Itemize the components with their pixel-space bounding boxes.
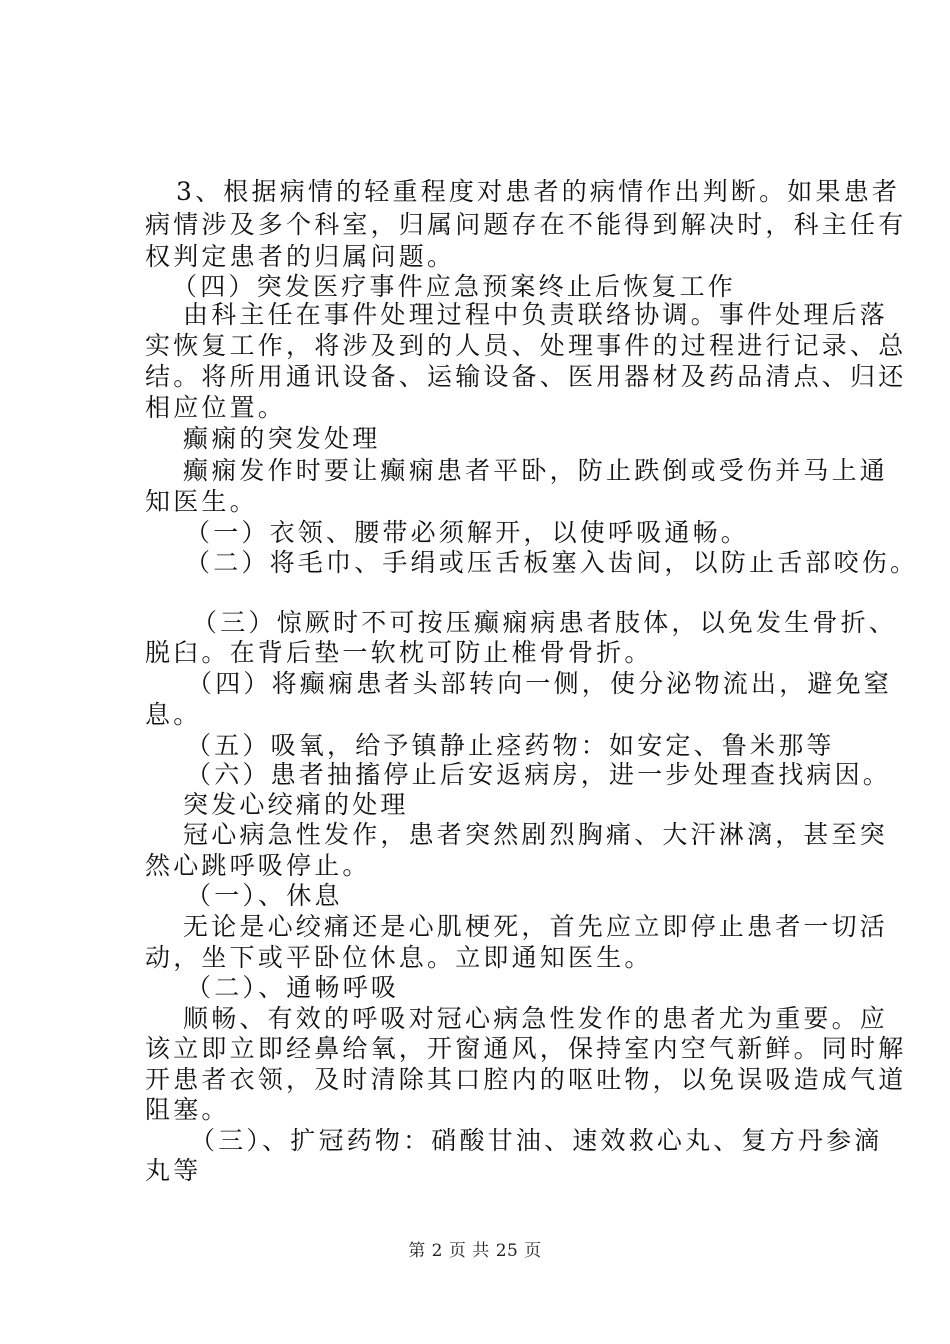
body-line: 无论是心绞痛还是心肌梗死，首先应立即停止患者一切活 — [183, 912, 889, 941]
section-heading: （四）突发医疗事件应急预案终止后恢复工作 — [172, 272, 737, 301]
subsection-heading: （三）、扩冠药物：硝酸甘油、速效救心丸、复方丹参滴 — [190, 1126, 883, 1155]
subsection-heading: （一）、休息 — [186, 881, 343, 910]
body-line: 3、根据病情的轻重程度对患者的病情作出判断。如果患者 — [176, 177, 901, 206]
subsection-heading: （二）、通畅呼吸 — [186, 973, 400, 1002]
list-item: （五）吸氧，给予镇静止痉药物：如安定、鲁米那等 — [186, 731, 835, 760]
page-footer: 第 2 页 共 25 页 — [408, 1241, 542, 1261]
body-line: 开患者衣领，及时清除其口腔内的呕吐物，以免误吸造成气道 — [145, 1065, 907, 1094]
list-item: （三）惊厥时不可按压癫痫病患者肢体，以免发生骨折、 — [192, 608, 898, 637]
body-line: 权判定患者的归属问题。 — [145, 242, 456, 271]
body-line: 脱臼。在背后垫一软枕可防止椎骨骨折。 — [145, 638, 653, 667]
body-line: 息。 — [145, 700, 202, 729]
body-line: 丸等 — [145, 1156, 202, 1185]
list-item: （六）患者抽搐停止后安返病房，进一步处理查找病因。 — [186, 760, 892, 789]
body-line: 动，坐下或平卧位休息。立即通知医生。 — [145, 943, 653, 972]
list-item: （四）将癫痫患者头部转向一侧，使分泌物流出，避免窒 — [187, 669, 893, 698]
body-line: 该立即立即经鼻给氧，开窗通风，保持室内空气新鲜。同时解 — [145, 1034, 907, 1063]
list-item: （一）衣领、腰带必须解开，以使呼吸通畅。 — [185, 518, 750, 547]
body-line: 冠心病急性发作，患者突然剧烈胸痛、大汗淋漓，甚至突 — [183, 820, 889, 849]
body-line: 然心跳呼吸停止。 — [145, 851, 371, 880]
body-line: 癫痫发作时要让癫痫患者平卧，防止跌倒或受伤并马上通 — [183, 456, 889, 485]
section-heading: 癫痫的突发处理 — [183, 424, 381, 453]
body-line: 阻塞。 — [145, 1095, 230, 1124]
body-line: 由科主任在事件处理过程中负责联络协调。事件处理后落 — [183, 300, 889, 329]
section-heading: 突发心绞痛的处理 — [183, 790, 409, 819]
body-line: 相应位置。 — [145, 393, 287, 422]
body-line: 病情涉及多个科室，归属问题存在不能得到解决时，科主任有 — [145, 210, 907, 239]
body-line: 顺畅、有效的呼吸对冠心病急性发作的患者尤为重要。应 — [183, 1004, 889, 1033]
body-line: 知医生。 — [145, 487, 258, 516]
body-line: 结。将所用通讯设备、运输设备、医用器材及药品清点、归还 — [145, 362, 907, 391]
body-line: 实恢复工作，将涉及到的人员、处理事件的过程进行记录、总 — [145, 331, 907, 360]
list-item: （二）将毛巾、手绢或压舌板塞入齿间，以防止舌部咬伤。 — [185, 548, 919, 577]
